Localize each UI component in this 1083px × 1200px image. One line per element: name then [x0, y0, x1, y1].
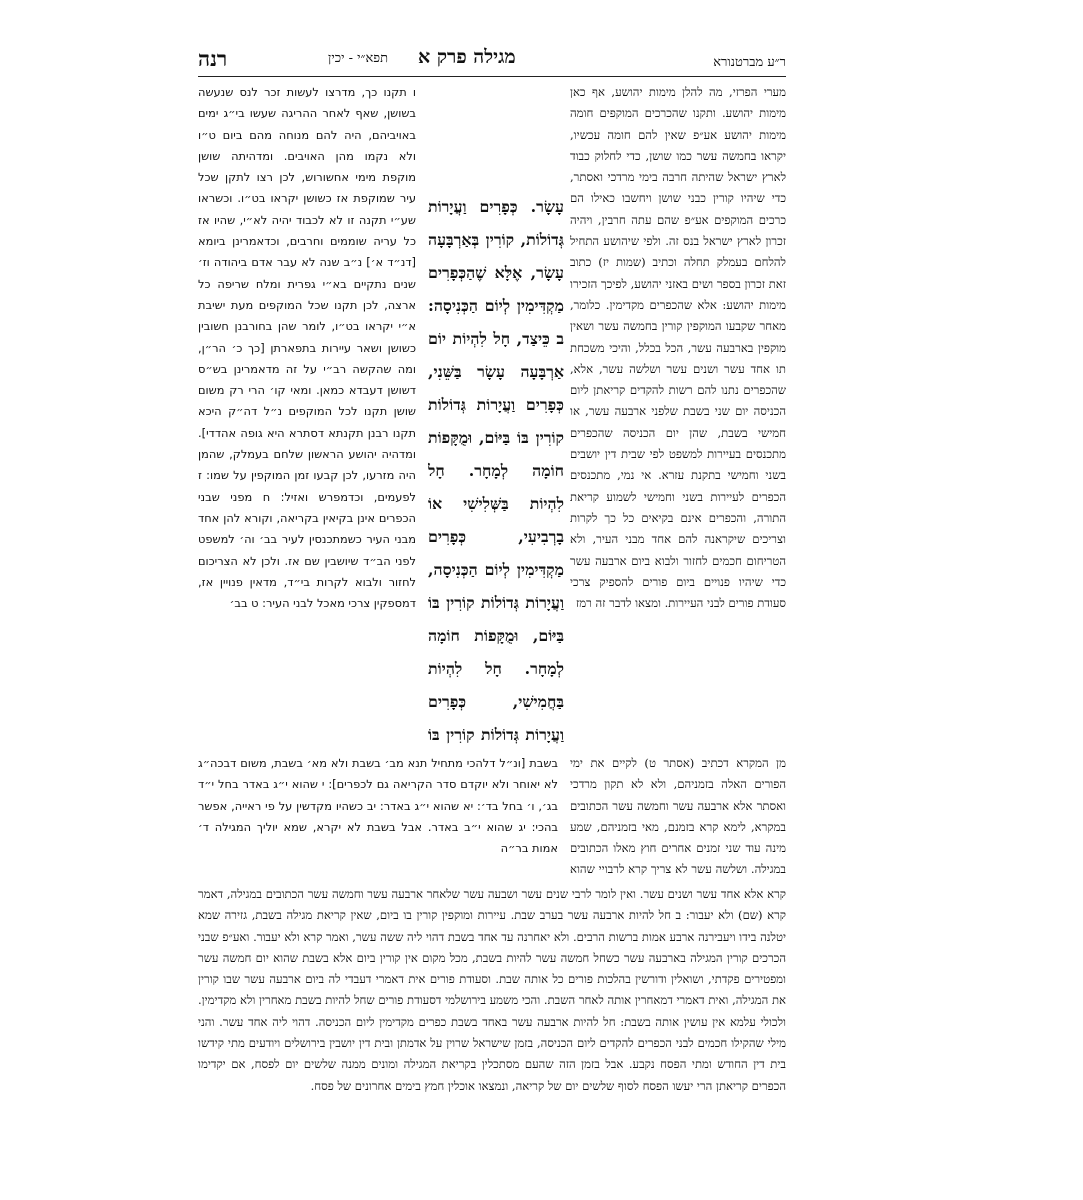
- header-rule: [198, 76, 786, 77]
- mishnah-paragraph: עָשָׂר. כְּפָרִים וַעֲיָרוֹת גְּדוֹלוֹת, קוֹרִין בְּאַרְבָּעָה עָשָׂר, אֶלָּא שֶׁהַכְּפָרִים מַקְדִּימִין לְיוֹם הַכְּנִיסָה: ב כֵּיצַד, חָל לִהְיוֹת יוֹם אַרְבָּעָה עָשָׂר בַּשֵּׁנִי, כְּפָרִים וַעֲיָרוֹת גְּדוֹלוֹת קוֹרִין בּוֹ בַּיּוֹם, וּמֻקָּפוֹת חוֹמָה לְמָחָר. חָל לִהְיוֹת בַּשְּׁלִישִׁי אוֹ בָרְבִיעִי, כְּפָרִים מַקְדִּימִין לְיוֹם הַכְּנִיסָה, וַעֲיָרוֹת גְּדוֹלוֹת קוֹרִין בּוֹ בַּיּוֹם, וּמֻקָּפוֹת חוֹמָה לְמָחָר. חָל לִהְיוֹת בַּחֲמִישִׁי, כְּפָרִים וַעֲיָרוֹת גְּדוֹלוֹת קוֹרִין בּוֹ: [428, 197, 564, 744]
- commentary-paragraph: מן המקרא דכתיב (אסתר ט) לקיים את ימי הפורים האלה בזמניהם, ולא לא תקון מרדכי ואסתר אלא ארבעה עשר וחמשה עשר הכתובים במקרא, לימא קרא בזמנם, מאי בזמניהם, שמע מינה עוד שני זמנים אחרים חוץ מאלו הכתובים במגילה. ושלשה עשר לא צריך קרא לרבויי שהוא: [570, 756, 786, 877]
- tiferet-yisrael-commentary-top: [198, 82, 416, 750]
- bartenura-commentary-top: [570, 82, 786, 750]
- tiferet-yisrael-commentary-bottom: [198, 753, 558, 883]
- commentary-paragraph: בשבת [ונ״ל דלהכי מתחיל תנא מב׳ בשבת ולא מא׳ בשבת, משום דבכה״ג לא יאוחר ולא יוקדם סדר הקריאה גם לכפרים]: י שהוא י״ג באדר בחל י״ד בג׳, ו׳ בחל בד׳: יא שהוא י״ג באדר: יב כשהיו מקדשין על פי ראייה, אפשר בהכי: יג שהוא י״ב באדר. אבל בשבת לא יקרא, שמא יוליך המגילה ד׳ אמות בר״ה: [198, 756, 558, 856]
- page-number: רנה: [198, 46, 228, 71]
- page-signature: תפא״י - יכין: [328, 51, 389, 66]
- mishnah-text-block: [428, 190, 564, 750]
- commentary-paragraph: ו תקנו כך, מדרצו לעשות זכר לנס שנעשה בשושן, שאף לאחר ההריגה שעשו בי״ג ימים באויביהם, היה להם מנוחה מהם ביום ט״ו ולא נקמו מהן האויבים. ומדהיתה שושן מוקפת מימי אחשורוש, לכן רצו לתקן שכל עיר שמוקפת אז כשושן יקראו בט״ו. וכשראו שע״י תקנה זו לא לכבוד יהיה לא״י, שהיו אז כל עריה שוממים וחרבים, וכדאמרינן ביומא [דנ״ד א׳] נ״ב שנה לא עבר אדם ביהודה וז׳ שנים נתקיים בא״י גפרית ומלח שריפה כל ארצה, לכן תקנו שכל המוקפים מעת ישיבת א״י יקראו בט״ו, לומר שהן בחורבנן חשובין כשושן ושאר עיירות בתפארתן [כך כ׳ הר״ן, ומה שהקשה רב״י על זה מדאמרינן בש״ס דשושן דעבדא כמאן. ומאי קו׳ הרי רק משום שושן תקנו לכל המוקפים נ״ל דה״ק היכא תקנו רבנן תקנתא דסתרא היא גופה אהדדי]. ומדהיה יהושע הראשון שלחם בעמלק, שהמן היה מזרעו, לכן קבעו זמן המוקפין על שמו: ז לפעמים, וכדמפרש ואזיל: ח מפני שבני הכפרים אינן בקיאין בקריאה, וקורא להן אחד מבני העיר כשמתכנסין לעיר בב׳ וה׳ למשפט לפני הב״ד שיושבין שם אז. ולכן לא הצריכום לחזור ולבוא לקרות בי״ד, מדאין פנויין אז, דמספקין צרכי מאכל לבני העיר: ט בב׳: [198, 85, 416, 611]
- bartenura-commentary-bottom: [198, 884, 786, 1094]
- commentary-title: ר״ע מברטנורא: [713, 55, 786, 70]
- page-header: [198, 46, 786, 72]
- commentary-paragraph: מערי הפרזי, מה להלן מימות יהושע, אף כאן מימות יהושע. ותקנו שהכרכים המוקפים חומה מימות יהושע אע״פ שאין להם חומה עכשיו, יקראו בחמשה עשר כמו שושן, כדי לחלוק כבוד לארץ ישראל שהיתה חרבה בימי מרדכי ואסתר, כדי שיהיו קורין כבני שושן ויחשבו כאילו הם כרכים המוקפים אע״פ שהם עתה חרבין, ויהיה זכרון לארץ ישראל בנס זה. ולפי שיהושע התחיל להלחם בעמלק תחלה וכתיב (שמות יז) כתוב זאת זכרון בספר ושים באזני יהושע, לפיכך הזכירו מימות יהושע: אלא שהכפרים מקדימין. כלומר, מאחר שקבעו המוקפין קורין בחמשה עשר ושאין מוקפין בארבעה עשר, הכל בכלל, והיכי משכחת תו אחד עשר ושנים עשר ושלשה עשר, אלא, שהכפרים נתנו להם רשות להקדים קריאתן ליום הכניסה יום שני בשבת שלפני ארבעה עשר, או חמישי בשבת, שהן יום הכניסה שהכפרים מתכנסים בעיירות למשפט לפי שבית דין יושבים בשני וחמישי בתקנת עזרא. אי נמי, מתכנסים הכפרים לעיירות בשני וחמישי לשמוע קריאת התורה, והכפרים אינם בקיאים כל כך לקרות וצריכים שיקראנה להם אחד מבני העיר, ולא הטריחום חכמים לחזור ולבוא ביום ארבעה עשר כדי שיהיו פנויים ביום פורים להספיק צרכי סעודת פורים לבני העיירות. ומצאו לדבר זה רמז: [570, 85, 786, 611]
- bartenura-commentary-middle: [570, 753, 786, 883]
- chapter-title: מגילה פרק א: [418, 46, 516, 68]
- commentary-paragraph: קרא אלא אחד עשר ושנים עשר. ואין לומר לרבי שנים עשר ושבעה עשר שלאחר ארבעה עשר וחמשה עשר הכתובים במגילה, דאמר קרא (שם) ולא יעבור: ב חל להיות ארבעה עשר בערב שבת. עיירות ומוקפין קורין בו ביום, שאין קריאת מגילה בשבת, גזירה שמא יטלנה בידו ויעבירנה ארבע אמות ברשות הרבים. ולא יאחרנה עד אחד בשבת דהוי ליה ששה עשר, ואמר קרא ולא יעבור. ואע״פ שבני הכרכים קורין המגילה בארבעה עשר כשחל חמשה עשר להיות בשבת, מכל מקום אין קורין ביום אלא בשבת שהוא יום חמשה עשר ומפטירים פקדתי, ושואלין ודורשין בהלכות פורים כל אותה שבת. וסעודת פורים אית דאמרי דעבדי לה ביום ארבעה עשר שבו קורין את המגילה, ואית דאמרי דמאחרין אותה לאחר השבת. והכי משמע בירושלמי דסעודת פורים שחל להיות בשבת מאחרין ולא מקדימין. ולכולי עלמא אין עושין אותה בשבת: חל להיות ארבעה עשר באחד בשבת כפרים מקדימין ליום הכניסה. דהוי ליה אחד עשר. והני מילי שהקילו חכמים לבני הכפרים להקדים ליום הכניסה, בזמן שישראל שרוין על אדמתן ובית דין יושבין בירושלים ויודעים מתי קידשו בית דין החודש ומתי הפסח נקבע. אבל בזמן הזה שהעם מסתכלין בקריאת המגילה ומונים ממנה שלשים יום לפסח, אם יקדימו הכפרים קריאתן הרי יעשו הפסח לסוף שלשים יום של קריאה, ונמצאו אוכלין חמץ בימים אחרונים של פסח.: [198, 887, 786, 1093]
